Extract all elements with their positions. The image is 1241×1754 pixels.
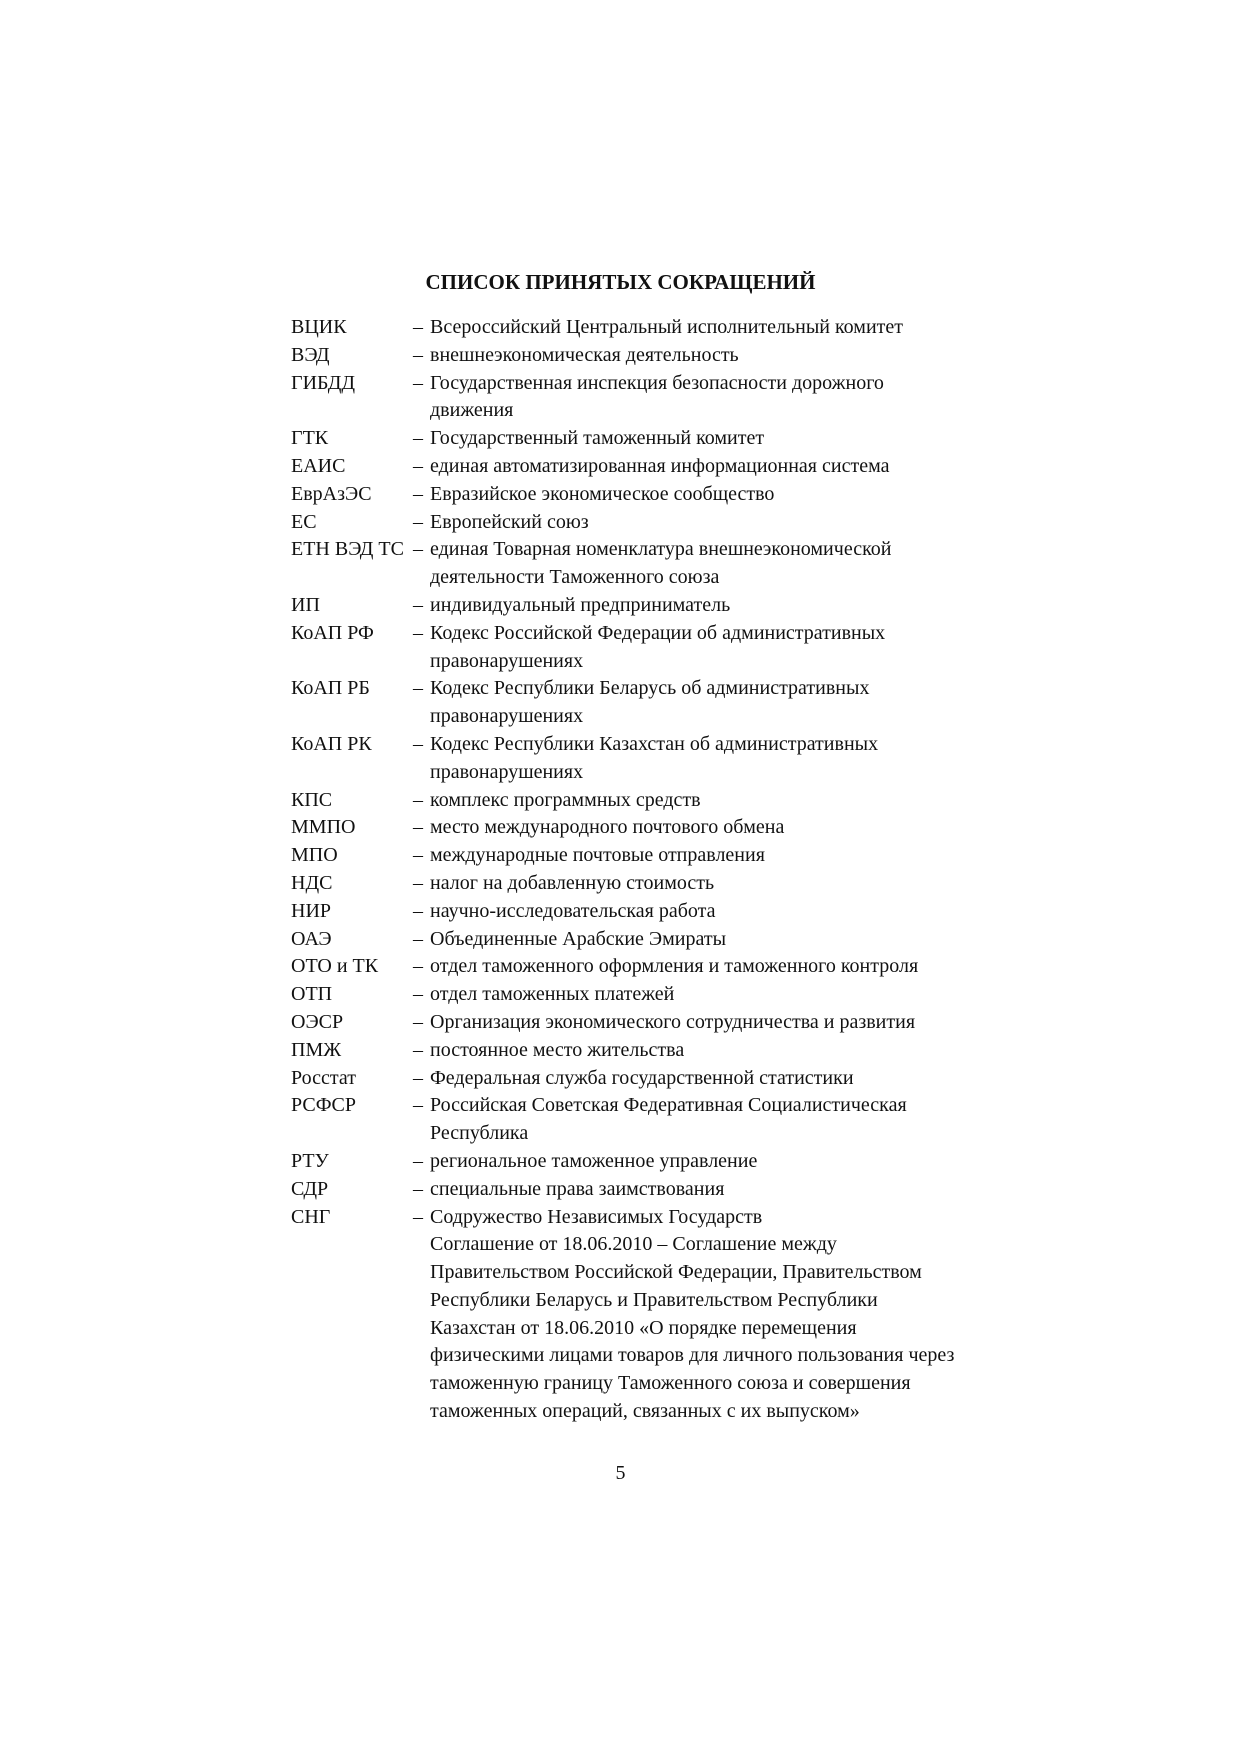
definition: Всероссийский Центральный исполнительный комитет: [430, 316, 904, 338]
list-item: [291, 342, 963, 370]
abbreviation: КПС: [291, 788, 333, 811]
definition: единая автоматизированная информационная система: [430, 454, 890, 477]
definition: Государственный таможенный комитет: [430, 427, 765, 450]
dash: –: [413, 899, 423, 922]
abbreviation: ОТП: [291, 983, 333, 1006]
dash: –: [413, 427, 423, 450]
dash: –: [413, 1010, 423, 1033]
abbreviation: ММПО: [291, 816, 356, 839]
definition: Европейский союз: [430, 510, 589, 533]
abbreviation: НДС: [291, 871, 333, 894]
dash: –: [413, 816, 423, 839]
abbreviation: ЕврАзЭС: [291, 482, 372, 505]
abbreviation: ЕТН ВЭД ТС: [291, 538, 404, 561]
definition: научно-исследовательская работа: [430, 899, 716, 922]
abbreviation: ГТК: [291, 427, 329, 450]
list-item: [291, 981, 963, 1009]
dash: –: [413, 871, 423, 894]
dash: –: [413, 1205, 423, 1228]
list-item: [291, 1009, 963, 1037]
list-item: [291, 620, 963, 676]
abbreviation: ПМЖ: [291, 1038, 342, 1061]
abbreviation: ЕС: [291, 510, 317, 533]
dash: –: [413, 593, 423, 616]
abbreviation: ОАЭ: [291, 927, 332, 950]
definition: международные почтовые отправления: [430, 844, 765, 867]
definition: налог на добавленную стоимость: [430, 871, 715, 894]
abbreviation: ИП: [291, 593, 320, 616]
list-item: [291, 1176, 963, 1204]
abbreviation: НИР: [291, 899, 332, 922]
definition: Кодекс Российской Федерации об административных правонарушениях: [430, 621, 886, 672]
agreement-note: Соглашение от 18.06.2010 – Соглашение между Правительством Российской Федерации, Правительством Республики Беларусь и Правительством Республики Казахстан от 18.06.2010 «О порядке перемещения физическими лицами товаров для личного пользования через таможенную границу Таможенного союза и совершения таможенных операций, связанных с их выпуском»: [430, 1233, 955, 1423]
abbreviation: ЕАИС: [291, 454, 346, 477]
list-item: [291, 536, 963, 592]
list-item: [291, 592, 963, 620]
dash: –: [413, 1038, 423, 1061]
definition: отдел таможенных платежей: [430, 983, 675, 1006]
list-item: [291, 481, 963, 509]
list-item: [291, 675, 963, 731]
page-number: 5: [615, 1462, 626, 1484]
dash: –: [413, 844, 423, 867]
definition: Кодекс Республики Казахстан об административных правонарушениях: [430, 732, 879, 783]
list-item: [291, 842, 963, 870]
abbreviation: РТУ: [291, 1149, 329, 1172]
dash: –: [413, 510, 423, 533]
page-title: СПИСОК ПРИНЯТЫХ СОКРАЩЕНИЙ: [425, 270, 816, 294]
list-item: [291, 425, 963, 453]
list-item: [291, 453, 963, 481]
dash: –: [413, 955, 423, 978]
definition: Объединенные Арабские Эмираты: [430, 927, 727, 950]
list-item: [291, 926, 963, 954]
list-item: [291, 814, 963, 842]
definition: Кодекс Республики Беларусь об административных правонарушениях: [430, 677, 870, 728]
definition: комплекс программных средств: [430, 788, 701, 811]
definition: региональное таможенное управление: [430, 1149, 758, 1172]
abbreviation: СНГ: [291, 1205, 331, 1228]
definition: постоянное место жительства: [430, 1038, 685, 1061]
definition: Государственная инспекция безопасности дорожного движения: [430, 371, 884, 422]
abbreviation: Росстат: [291, 1066, 356, 1089]
list-item: [291, 370, 963, 426]
list-item: [291, 731, 963, 787]
dash: –: [413, 983, 423, 1006]
list-item: [291, 509, 963, 537]
dash: –: [413, 1094, 423, 1117]
abbreviation-list: [291, 314, 963, 1426]
list-item: [291, 1037, 963, 1065]
abbreviation: РСФСР: [291, 1094, 356, 1117]
dash: –: [413, 1066, 423, 1089]
list-item: [291, 1204, 963, 1232]
definition: отдел таможенного оформления и таможенного контроля: [430, 955, 919, 978]
dash: –: [413, 621, 423, 644]
abbreviation: КоАП РК: [291, 732, 372, 755]
list-item: [291, 1148, 963, 1176]
abbreviation: КоАП РФ: [291, 621, 374, 644]
dash: –: [413, 677, 423, 700]
dash: –: [413, 454, 423, 477]
abbreviation: ГИБДД: [291, 371, 356, 394]
list-item: [291, 898, 963, 926]
list-item: [291, 953, 963, 981]
dash: –: [413, 538, 423, 561]
abbreviation: КоАП РБ: [291, 677, 370, 700]
abbreviation: МПО: [291, 844, 338, 867]
definition: Евразийское экономическое сообщество: [430, 482, 775, 505]
definition: внешнеэкономическая деятельность: [430, 343, 739, 366]
dash: –: [413, 732, 423, 755]
abbreviation: ОТО и ТК: [291, 955, 379, 978]
abbreviation: ОЭСР: [291, 1010, 344, 1033]
dash: –: [413, 316, 423, 338]
definition: специальные права заимствования: [430, 1177, 725, 1200]
dash: –: [413, 371, 423, 394]
list-item: [291, 314, 963, 342]
list-item: [291, 1092, 963, 1148]
definition: индивидуальный предприниматель: [430, 593, 731, 616]
definition: Федеральная служба государственной статистики: [430, 1066, 854, 1089]
definition: Содружество Независимых Государств: [430, 1205, 763, 1228]
dash: –: [413, 927, 423, 950]
definition: Российская Советская Федеративная Социалистическая Республика: [430, 1094, 907, 1145]
abbreviation: СДР: [291, 1177, 329, 1200]
definition: Организация экономического сотрудничества и развития: [430, 1010, 916, 1033]
list-item: [291, 870, 963, 898]
dash: –: [413, 1149, 423, 1172]
abbreviation: ВЦИК: [291, 316, 347, 338]
definition: место международного почтового обмена: [430, 816, 785, 839]
dash: –: [413, 788, 423, 811]
dash: –: [413, 482, 423, 505]
list-item: [291, 1065, 963, 1093]
abbreviation: ВЭД: [291, 343, 330, 366]
definition: единая Товарная номенклатура внешнеэкономической деятельности Таможенного союза: [430, 538, 892, 589]
dash: –: [413, 343, 423, 366]
dash: –: [413, 1177, 423, 1200]
list-item: [291, 787, 963, 815]
